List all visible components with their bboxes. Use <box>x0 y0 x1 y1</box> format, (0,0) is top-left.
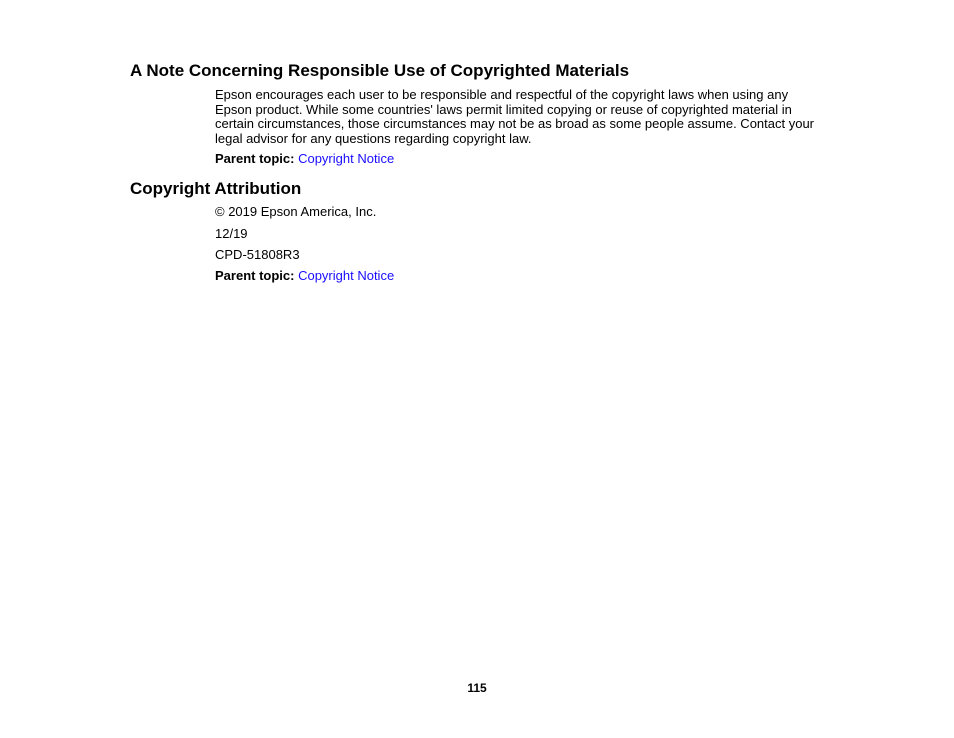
parent-topic-label: Parent topic: <box>215 151 299 166</box>
section-heading-copyright-attribution: Copyright Attribution <box>130 179 302 198</box>
date-line: 12/19 <box>215 226 248 241</box>
copyright-notice-link[interactable]: Copyright Notice <box>298 268 395 283</box>
parent-topic-label: Parent topic: <box>215 268 299 283</box>
parent-topic-line <box>215 151 394 166</box>
copyright-line: © 2019 Epson America, Inc. <box>215 204 377 219</box>
document-code-line: CPD-51808R3 <box>215 247 300 262</box>
section-heading-responsible-use: A Note Concerning Responsible Use of Copyrighted Materials <box>130 61 630 80</box>
copyright-notice-link[interactable]: Copyright Notice <box>298 151 395 166</box>
page-number: 115 <box>467 681 487 695</box>
responsible-use-paragraph: Epson encourages each user to be responsible and respectful of the copyright laws when using any Epson product. While some countries' laws permit limited copying or reuse of copyrighted material in certain circumstances, those circumstances may not be as broad as some people assume. Contact your legal advisor for any questions regarding copyright law. <box>215 87 815 146</box>
parent-topic-line <box>215 268 394 283</box>
